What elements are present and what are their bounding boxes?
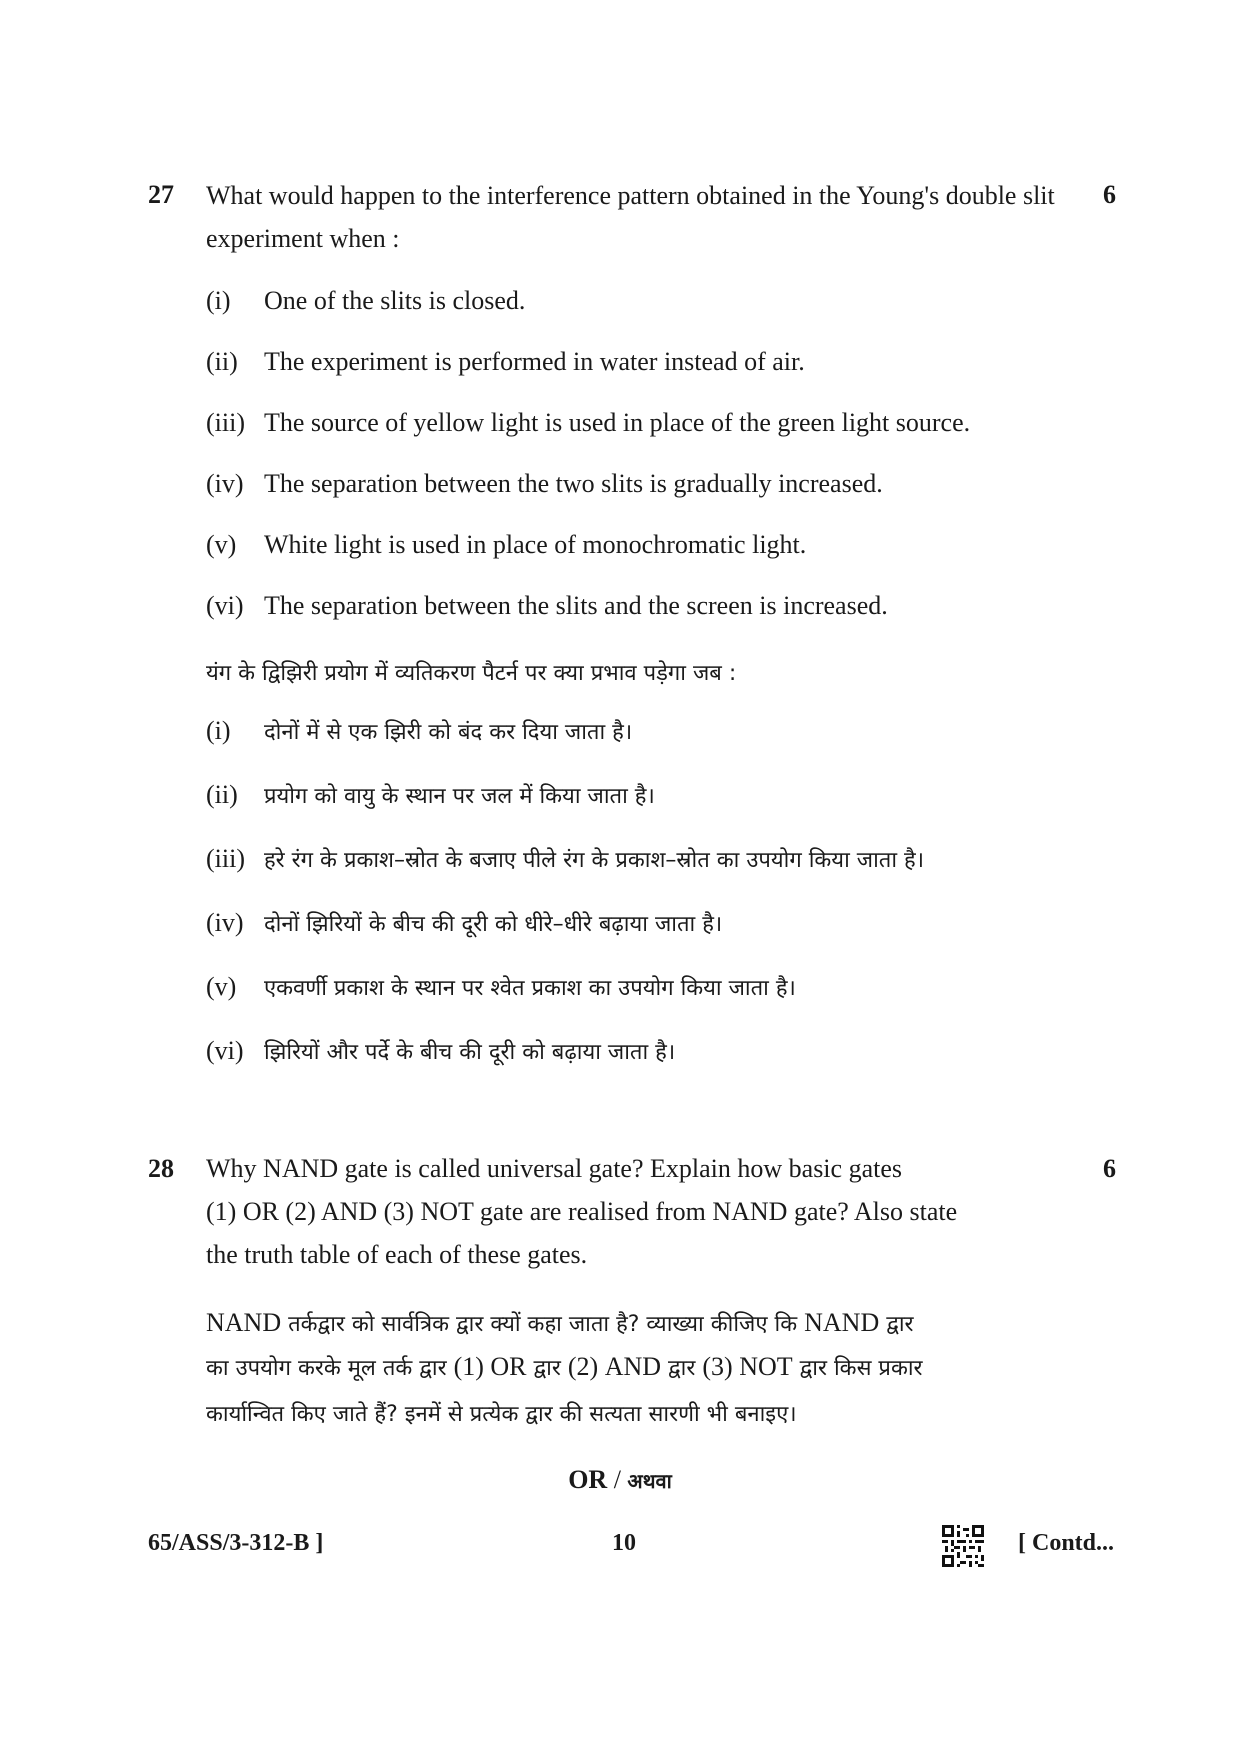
list-item	[206, 591, 888, 621]
hindi-text: द्वार	[661, 1356, 703, 1381]
item-text: एकवर्णी प्रकाश के स्थान पर श्वेत प्रकाश का उपयोग किया जाता है।	[264, 976, 796, 1001]
item-label: (iv)	[206, 469, 244, 498]
item-text: दोनों झिरियों के बीच की दूरी को धीरे–धीरे बढ़ाया जाता है।	[264, 912, 723, 937]
item-label: (v)	[206, 972, 237, 1001]
item-text: The separation between the two slits is gradually increased.	[264, 469, 883, 498]
list-item	[206, 347, 805, 377]
hindi-text: कार्यान्वित किए जाते हैं? इनमें से प्रत्येक द्वार की सत्यता सारणी भी बनाइए।	[206, 1402, 797, 1427]
continued-label: [ Contd...	[1018, 1530, 1115, 1556]
item-text: दोनों में से एक झिरी को बंद कर दिया जाता है।	[264, 720, 633, 745]
question-number: 28	[148, 1154, 174, 1183]
or-slash: /	[607, 1465, 628, 1494]
list-item	[206, 844, 924, 874]
paper-code: 65/ASS/3-312-B ]	[148, 1530, 324, 1556]
item-text: The separation between the slits and the screen is increased.	[264, 591, 888, 620]
list-item	[206, 972, 796, 1002]
question-stem-english-line: the truth table of each of these gates.	[206, 1240, 588, 1269]
item-text: प्रयोग को वायु के स्थान पर जल में किया जाता है।	[264, 784, 655, 809]
question-stem-english: What would happen to the interference pattern obtained in the Young's double slit experiment when :	[206, 181, 1055, 253]
list-item	[206, 286, 525, 316]
term: (1) OR	[453, 1352, 527, 1381]
question-stem-english-line: (1) OR (2) AND (3) NOT gate are realised from NAND gate? Also state	[206, 1197, 958, 1226]
list-item	[206, 530, 806, 560]
item-label: (i)	[206, 286, 231, 315]
list-item	[206, 780, 655, 810]
term: (3) NOT	[702, 1352, 793, 1381]
item-label: (vi)	[206, 591, 244, 620]
item-label: (ii)	[206, 347, 238, 376]
question-stem-english-line: Why NAND gate is called universal gate? Explain how basic gates	[206, 1154, 902, 1183]
qr-code-icon	[942, 1525, 984, 1567]
item-text: White light is used in place of monochromatic light.	[264, 530, 807, 559]
or-hindi: अथवा	[627, 1469, 672, 1493]
list-item	[206, 408, 970, 438]
list-item	[206, 716, 632, 746]
or-english: OR	[568, 1465, 608, 1494]
question-stem-hindi: यंग के द्विझिरी प्रयोग में व्यतिकरण पैटर्न पर क्या प्रभाव पड़ेगा जब :	[206, 661, 737, 686]
item-text: One of the slits is closed.	[264, 286, 526, 315]
term: (2) AND	[567, 1352, 662, 1381]
list-item	[206, 469, 883, 499]
question-stem-hindi-line	[206, 1398, 797, 1428]
item-label: (iv)	[206, 908, 244, 937]
item-label: (v)	[206, 530, 237, 559]
term: NAND	[206, 1308, 282, 1337]
item-label: (vi)	[206, 1036, 244, 1065]
page-number: 10	[612, 1530, 636, 1556]
item-text: हरे रंग के प्रकाश–स्रोत के बजाए पीले रंग के प्रकाश–स्रोत का उपयोग किया जाता है।	[264, 848, 925, 873]
hindi-text: द्वार किस प्रकार	[792, 1356, 923, 1381]
item-label: (ii)	[206, 780, 238, 809]
item-label: (i)	[206, 716, 231, 745]
item-text: झिरियों और पर्दे के बीच की दूरी को बढ़ाया जाता है।	[264, 1040, 676, 1065]
list-item	[206, 908, 722, 938]
question-number: 27	[148, 180, 174, 209]
item-text: The experiment is performed in water instead of air.	[264, 347, 805, 376]
hindi-text: द्वार	[879, 1312, 914, 1337]
or-separator	[0, 1465, 1240, 1495]
question-marks: 6	[1103, 1154, 1116, 1183]
question-stem-hindi-line	[206, 1352, 923, 1382]
hindi-text: द्वार	[526, 1356, 568, 1381]
list-item	[206, 1036, 675, 1066]
term: NAND	[804, 1308, 880, 1337]
hindi-text: तर्कद्वार को सार्वत्रिक द्वार क्यों कहा जाता है? व्याख्या कीजिए कि	[281, 1312, 805, 1337]
question-stem-hindi-line	[206, 1308, 914, 1338]
question-marks: 6	[1103, 180, 1116, 209]
item-text: The source of yellow light is used in place of the green light source.	[264, 408, 971, 437]
hindi-text: का उपयोग करके मूल तर्क द्वार	[206, 1356, 454, 1381]
item-label: (iii)	[206, 408, 245, 437]
item-label: (iii)	[206, 844, 245, 873]
